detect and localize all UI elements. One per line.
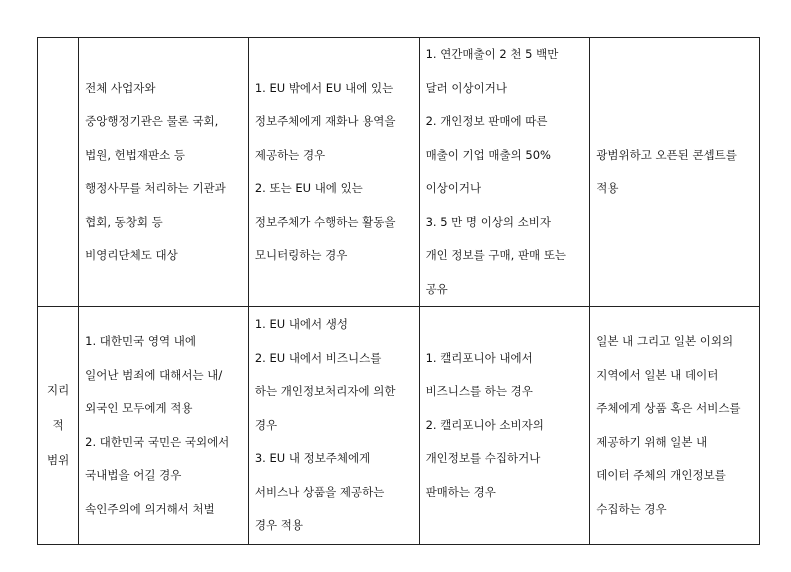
cell-text-line: 제공하는 경우: [254, 147, 326, 162]
cell-text-line: 하는 개인정보처리자에 의한: [254, 384, 396, 399]
cell-text-line: 경우 적용: [254, 518, 303, 533]
cell-california: [419, 307, 590, 545]
cell-text-line: 협회, 동창회 등: [85, 214, 163, 229]
cell-text-line: 수집하는 경우: [596, 501, 667, 516]
cell-text-line: 범위: [46, 453, 70, 467]
cell-text-line: 행정사무를 처리하는 기관과: [85, 181, 226, 195]
cell-text-line: 속인주의에 의거해서 처벌: [85, 501, 215, 516]
cell-eu: [248, 307, 419, 545]
cell-text-line: 정보주체에게 재화나 용역을: [254, 114, 396, 128]
cell-text-line: 모니터링하는 경우: [254, 248, 348, 262]
cell-california: [419, 38, 590, 307]
cell-text-line: 적: [52, 418, 64, 432]
table-row-scope: [38, 38, 760, 307]
cell-text-line: 서비스나 상품을 제공하는: [254, 484, 385, 499]
cell-japan: [590, 307, 760, 545]
cell-text-line: 지리: [46, 383, 70, 397]
cell-text-line: 달러 이상이거나: [425, 80, 507, 95]
cell-text-line: 이상이거나: [425, 181, 482, 195]
cell-text-line: 일본 내 그리고 일본 이외의: [596, 334, 734, 348]
cell-text-line: 1. 캘리포니아 내에서: [425, 350, 533, 365]
cell-text-line: 일어난 범죄에 대해서는 내/: [85, 367, 223, 382]
cell-eu: [248, 38, 419, 307]
cell-text-line: 광범위하고 오픈된 콘셉트를: [596, 147, 737, 162]
cell-text-line: 지역에서 일본 내 데이터: [596, 367, 719, 382]
cell-text-line: 1. 연간매출이 2 천 5 백만: [425, 47, 559, 61]
cell-text-line: 1. EU 밖에서 EU 내에 있는: [254, 80, 394, 95]
row-header-cell: [38, 38, 79, 307]
cell-text-line: 매출이 기업 매출의 50%: [425, 147, 551, 162]
cell-japan: [590, 38, 760, 307]
cell-text-line: 3. EU 내 정보주체에게: [254, 451, 371, 466]
cell-text-line: 중앙행정기관은 물론 국회,: [85, 114, 219, 128]
cell-text-line: 개인 정보를 구매, 판매 또는: [425, 248, 567, 262]
cell-text-line: 2. 캘리포니아 소비자의: [425, 417, 544, 432]
cell-text-line: 경우: [254, 417, 278, 432]
row-header-cell: [38, 307, 79, 545]
cell-text-line: 데이터 주체의 개인정보를: [596, 468, 726, 482]
cell-text-line: 1. EU 내에서 생성: [254, 317, 349, 332]
cell-korea: [79, 307, 249, 545]
cell-text-line: 국내법을 어길 경우: [85, 468, 182, 482]
cell-text-line: 적용: [596, 181, 619, 195]
cell-text-line: 2. EU 내에서 비즈니스를: [254, 350, 382, 365]
cell-text-line: 3. 5 만 명 이상의 소비자: [425, 214, 551, 229]
comparison-table: [37, 37, 760, 545]
cell-text-line: 제공하기 위해 일본 내: [596, 434, 708, 449]
cell-text-line: 비즈니스를 하는 경우: [425, 384, 533, 399]
cell-text-line: 비영리단체도 대상: [85, 248, 178, 262]
cell-text-line: 2. 개인정보 판매에 따른: [425, 114, 548, 128]
cell-text-line: 개인정보를 수집하거나: [425, 451, 541, 466]
cell-text-line: 2. 또는 EU 내에 있는: [254, 181, 363, 195]
cell-korea: [79, 38, 249, 307]
cell-text-line: 법원, 헌법재판소 등: [85, 147, 185, 162]
cell-text-line: 외국인 모두에게 적용: [85, 401, 193, 415]
cell-text-line: 주체에게 상품 혹은 서비스를: [596, 401, 741, 415]
cell-text-line: 1. 대한민국 영역 내에: [85, 334, 196, 348]
cell-text-line: 판매하는 경우: [425, 484, 496, 499]
cell-text-line: 정보주체가 수행하는 활동을: [254, 214, 396, 229]
cell-text-line: 공유: [425, 281, 448, 296]
table-row-geographic-scope: [38, 307, 760, 545]
cell-text-line: 2. 대한민국 국민은 국외에서: [85, 434, 230, 449]
cell-text-line: 전체 사업자와: [85, 80, 156, 95]
